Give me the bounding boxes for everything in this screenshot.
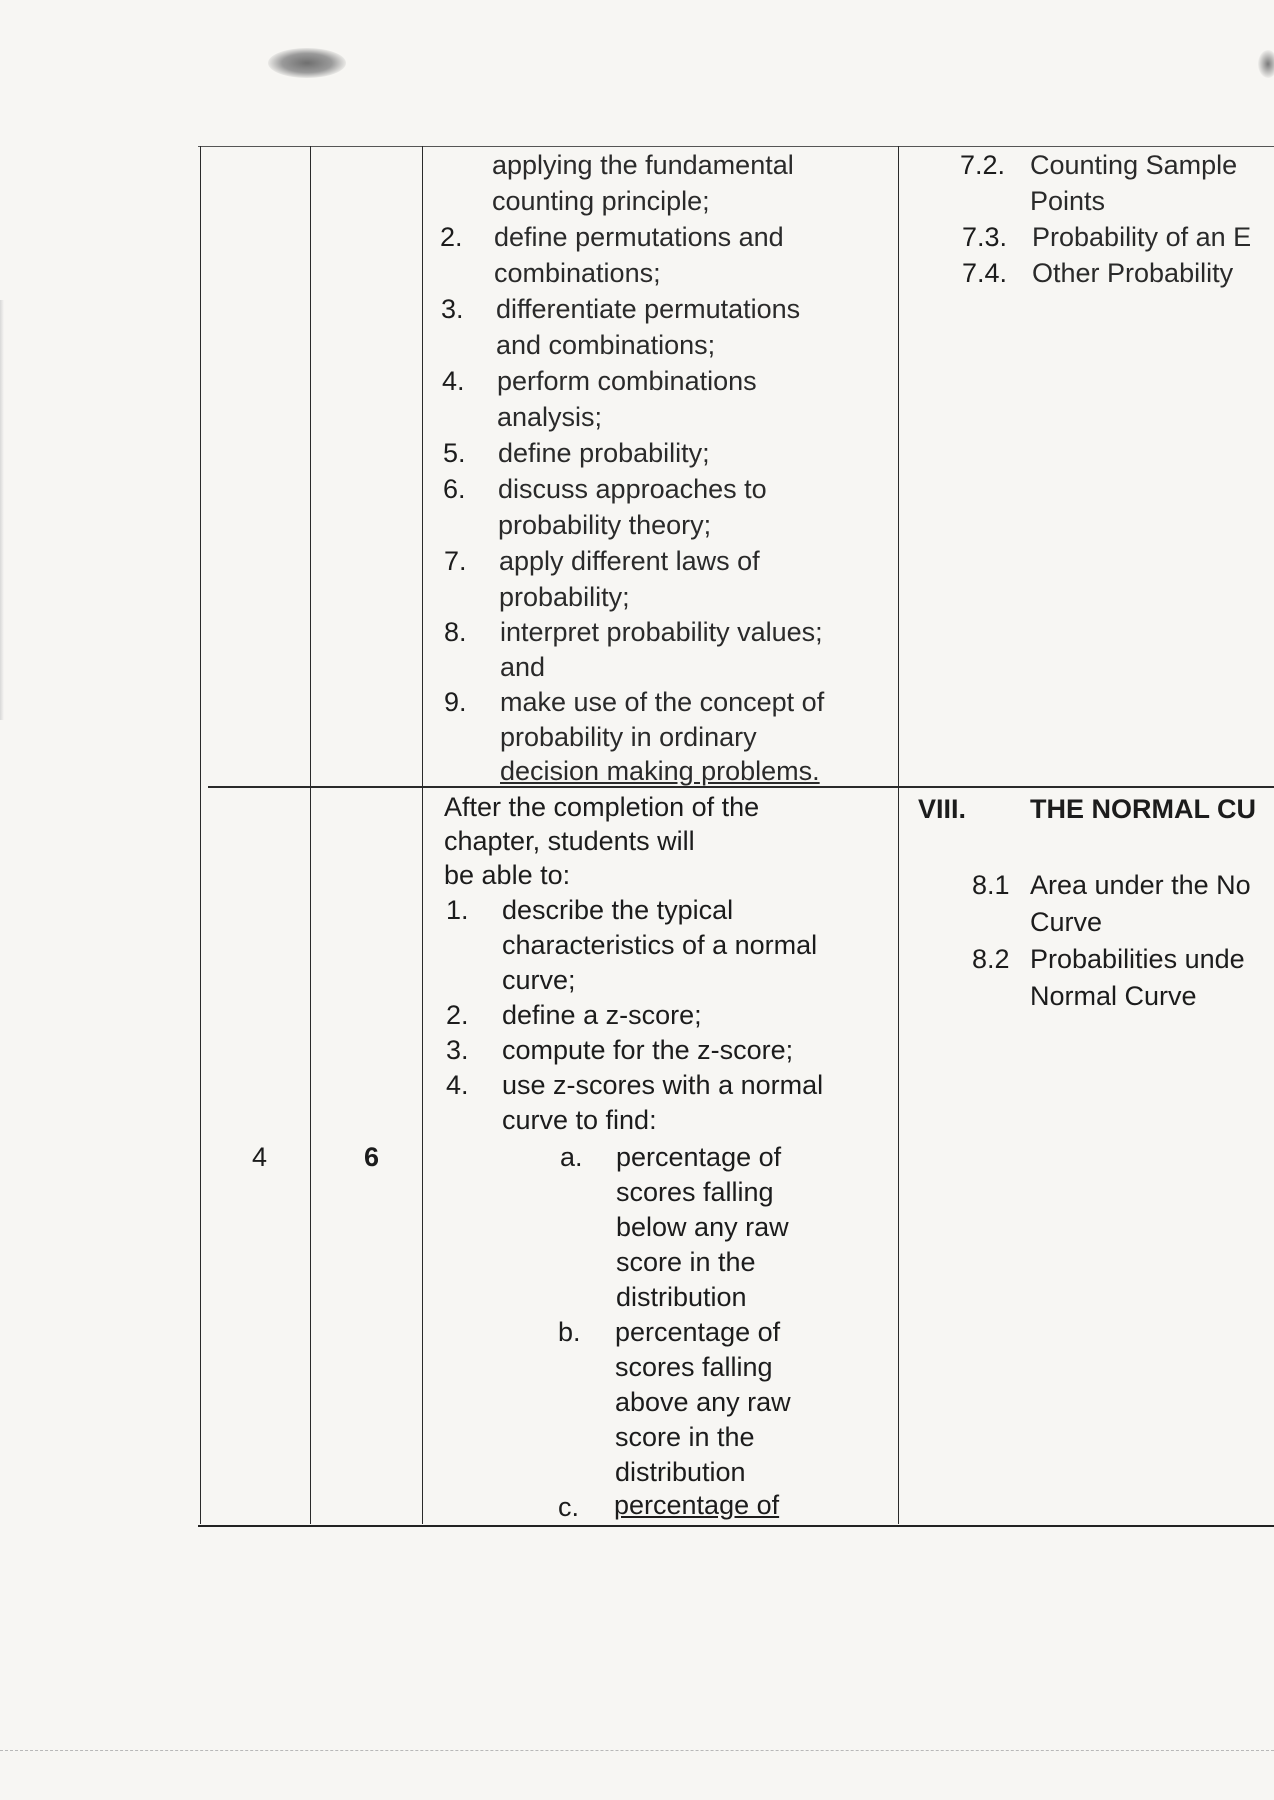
objective-text: define a z-score; [502,1000,702,1030]
objectives-intro: After the completion of the [444,792,760,822]
objective-text: apply different laws of [499,546,760,576]
objective-number: 5. [443,438,466,468]
objective-number: 1. [446,895,469,925]
objective-text: decision making problems. [500,756,820,786]
objective-number: 8. [444,617,467,647]
chapter-number: VIII. [918,794,967,824]
topic-text: Probabilities unde [1030,944,1245,974]
table-border [898,146,899,1524]
objective-text: define probability; [498,438,710,468]
objective-text: characteristics of a normal [502,930,818,960]
objective-text: differentiate permutations [496,294,801,324]
chapter-title: THE NORMAL CU [1030,794,1256,824]
topic-text: Area under the No [1030,870,1251,900]
objective-text: applying the fundamental [492,150,794,180]
objective-number: 7. [444,546,467,576]
page-edge [0,1750,1274,1751]
sub-objective-text: percentage of [614,1490,780,1520]
topic-text: Curve [1030,907,1103,937]
objective-text: compute for the z-score; [502,1035,794,1065]
topic-number: 8.2 [972,944,1010,974]
scan-smudge [1258,50,1274,78]
objective-text: and [500,652,546,682]
topic-number: 7.4. [962,258,1008,288]
sub-objective-text: scores falling [616,1177,774,1207]
objective-text: combinations; [494,258,661,288]
sub-objective-text: percentage of [616,1142,782,1172]
objective-text: use z-scores with a normal [502,1070,824,1100]
objective-text: analysis; [497,402,603,432]
objective-number: 2. [440,222,463,252]
objective-number: 3. [446,1035,469,1065]
topic-number: 7.2. [960,150,1006,180]
sub-objective-text: percentage of [615,1317,781,1347]
objective-text: counting principle; [492,186,710,216]
scan-shadow [0,300,4,720]
hours-number: 6 [364,1142,380,1172]
topic-text: Normal Curve [1030,981,1197,1011]
sub-objective-text: below any raw [616,1212,789,1242]
sub-objective-text: above any raw [615,1387,791,1417]
sub-objective-text: distribution [616,1282,747,1312]
sub-objective-letter: c. [558,1492,580,1522]
objective-text: probability theory; [498,510,712,540]
scan-smudge [268,48,346,78]
objective-text: make use of the concept of [500,687,825,717]
objectives-intro: chapter, students will [444,826,695,856]
topic-text: Probability of an E [1032,222,1252,252]
objective-text: and combinations; [496,330,716,360]
table-border [422,146,423,1524]
topic-text: Other Probability [1032,258,1234,288]
week-number: 4 [252,1142,268,1172]
topic-number: 7.3. [962,222,1008,252]
objective-text: describe the typical [502,895,734,925]
objective-text: curve to find: [502,1105,657,1135]
sub-objective-text: score in the [616,1247,756,1277]
objective-text: curve; [502,965,576,995]
table-border [310,146,311,1524]
objective-text: interpret probability values; [500,617,823,647]
sub-objective-text: distribution [615,1457,746,1487]
topic-number: 8.1 [972,870,1010,900]
objective-number: 4. [446,1070,469,1100]
sub-objective-text: scores falling [615,1352,773,1382]
objective-number: 4. [442,366,465,396]
objective-text: perform combinations [497,366,757,396]
objective-number: 3. [441,294,464,324]
objective-text: probability in ordinary [500,722,757,752]
objective-number: 2. [446,1000,469,1030]
objectives-intro: be able to: [444,860,571,890]
objective-number: 6. [443,474,466,504]
objective-text: probability; [499,582,630,612]
sub-objective-letter: b. [558,1317,581,1347]
objective-text: define permutations and [494,222,784,252]
topic-text: Points [1030,186,1106,216]
objective-text: discuss approaches to [498,474,767,504]
objective-number: 9. [444,687,467,717]
table-border [200,146,201,1524]
topic-text: Counting Sample [1030,150,1238,180]
sub-objective-text: score in the [615,1422,755,1452]
sub-objective-letter: a. [560,1142,583,1172]
